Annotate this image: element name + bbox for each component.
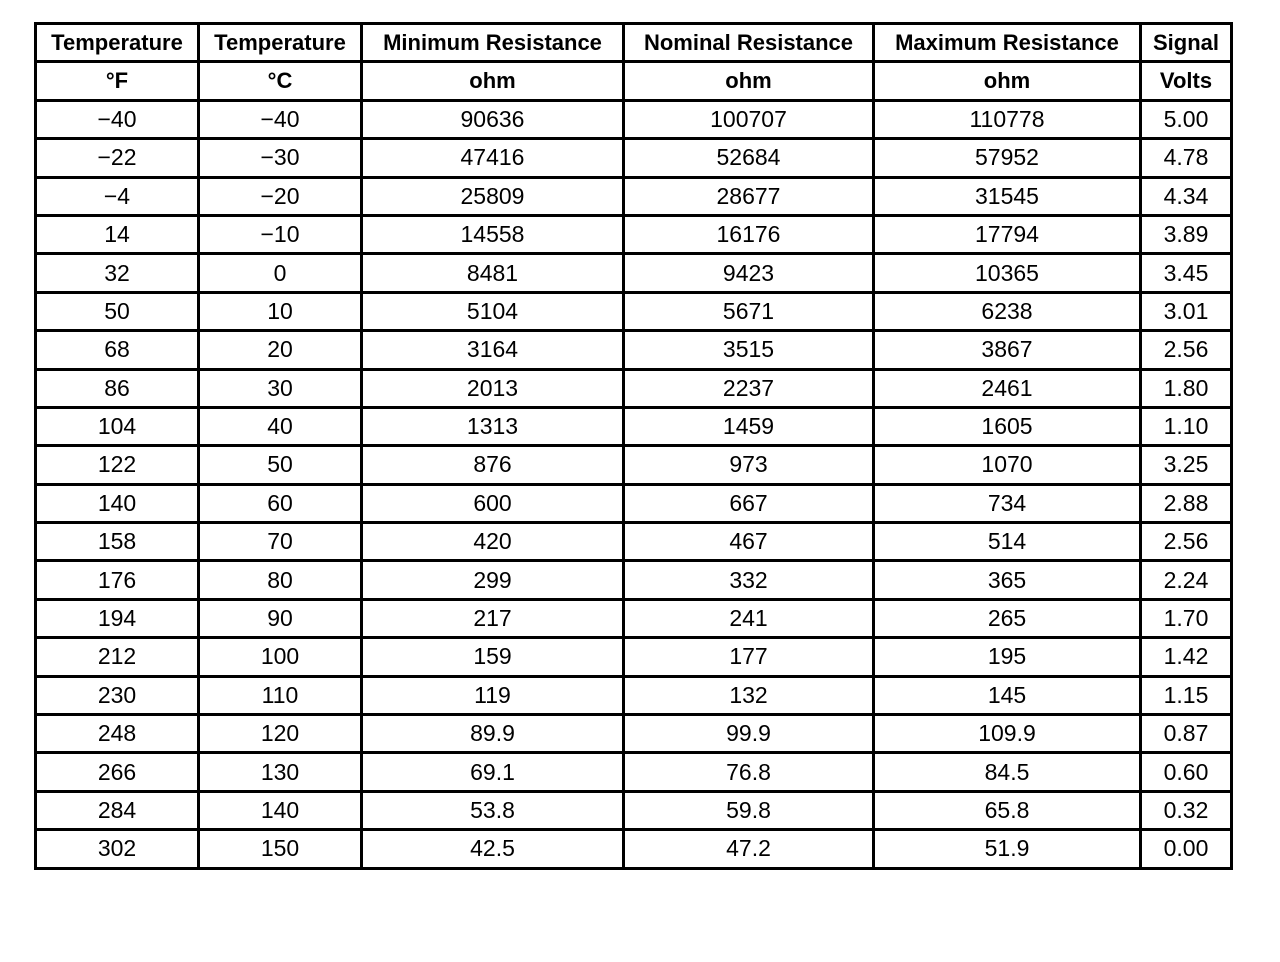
cell-nominal-resistance: 99.9	[624, 715, 874, 753]
cell-max-resistance: 734	[874, 484, 1141, 522]
cell-signal-volts: 0.60	[1141, 753, 1232, 791]
table-row	[36, 407, 1232, 445]
cell-signal-volts: 0.00	[1141, 830, 1232, 868]
header-nominal-resistance: Nominal Resistance	[624, 24, 874, 62]
cell-nominal-resistance: 332	[624, 561, 874, 599]
cell-max-resistance: 84.5	[874, 753, 1141, 791]
cell-min-resistance: 53.8	[362, 791, 624, 829]
cell-max-resistance: 195	[874, 638, 1141, 676]
unit-ohm-max: ohm	[874, 62, 1141, 100]
cell-signal-volts: 3.01	[1141, 292, 1232, 330]
cell-temp-f: 86	[36, 369, 199, 407]
cell-max-resistance: 57952	[874, 139, 1141, 177]
temperature-resistance-table	[34, 22, 1233, 870]
cell-signal-volts: 3.89	[1141, 215, 1232, 253]
cell-temp-c: 110	[199, 676, 362, 714]
cell-signal-volts: 4.34	[1141, 177, 1232, 215]
cell-max-resistance: 145	[874, 676, 1141, 714]
cell-max-resistance: 10365	[874, 254, 1141, 292]
table-row	[36, 484, 1232, 522]
cell-min-resistance: 42.5	[362, 830, 624, 868]
cell-temp-f: 50	[36, 292, 199, 330]
table-row	[36, 715, 1232, 753]
cell-temp-f: 176	[36, 561, 199, 599]
header-temperature-f: Temperature	[36, 24, 199, 62]
cell-nominal-resistance: 2237	[624, 369, 874, 407]
cell-nominal-resistance: 76.8	[624, 753, 874, 791]
cell-signal-volts: 2.88	[1141, 484, 1232, 522]
cell-temp-f: 248	[36, 715, 199, 753]
cell-temp-f: 266	[36, 753, 199, 791]
cell-max-resistance: 1070	[874, 446, 1141, 484]
cell-temp-f: 68	[36, 331, 199, 369]
cell-nominal-resistance: 52684	[624, 139, 874, 177]
table-row	[36, 830, 1232, 868]
cell-temp-f: 284	[36, 791, 199, 829]
cell-max-resistance: 365	[874, 561, 1141, 599]
cell-temp-f: −22	[36, 139, 199, 177]
cell-min-resistance: 119	[362, 676, 624, 714]
cell-min-resistance: 1313	[362, 407, 624, 445]
cell-nominal-resistance: 177	[624, 638, 874, 676]
cell-max-resistance: 31545	[874, 177, 1141, 215]
table-row	[36, 254, 1232, 292]
cell-temp-c: 100	[199, 638, 362, 676]
cell-signal-volts: 0.87	[1141, 715, 1232, 753]
cell-signal-volts: 2.56	[1141, 523, 1232, 561]
cell-min-resistance: 90636	[362, 100, 624, 138]
cell-max-resistance: 109.9	[874, 715, 1141, 753]
table-row	[36, 676, 1232, 714]
cell-min-resistance: 3164	[362, 331, 624, 369]
cell-signal-volts: 3.45	[1141, 254, 1232, 292]
cell-temp-c: 10	[199, 292, 362, 330]
table-row	[36, 561, 1232, 599]
cell-nominal-resistance: 973	[624, 446, 874, 484]
cell-nominal-resistance: 3515	[624, 331, 874, 369]
table-row	[36, 523, 1232, 561]
unit-volts: Volts	[1141, 62, 1232, 100]
cell-temp-c: 30	[199, 369, 362, 407]
table-row	[36, 638, 1232, 676]
cell-nominal-resistance: 467	[624, 523, 874, 561]
table-body	[36, 100, 1232, 868]
cell-temp-f: 230	[36, 676, 199, 714]
table-row	[36, 369, 1232, 407]
unit-celsius: °C	[199, 62, 362, 100]
cell-temp-f: −4	[36, 177, 199, 215]
cell-temp-c: 40	[199, 407, 362, 445]
table-row	[36, 446, 1232, 484]
cell-nominal-resistance: 47.2	[624, 830, 874, 868]
cell-nominal-resistance: 5671	[624, 292, 874, 330]
cell-temp-f: −40	[36, 100, 199, 138]
cell-signal-volts: 2.24	[1141, 561, 1232, 599]
cell-min-resistance: 876	[362, 446, 624, 484]
cell-temp-f: 158	[36, 523, 199, 561]
cell-max-resistance: 514	[874, 523, 1141, 561]
cell-max-resistance: 51.9	[874, 830, 1141, 868]
cell-min-resistance: 5104	[362, 292, 624, 330]
cell-signal-volts: 1.15	[1141, 676, 1232, 714]
header-temperature-c: Temperature	[199, 24, 362, 62]
unit-fahrenheit: °F	[36, 62, 199, 100]
cell-signal-volts: 1.80	[1141, 369, 1232, 407]
header-signal: Signal	[1141, 24, 1232, 62]
cell-signal-volts: 1.70	[1141, 599, 1232, 637]
table-row	[36, 292, 1232, 330]
cell-temp-c: 130	[199, 753, 362, 791]
cell-temp-f: 14	[36, 215, 199, 253]
cell-temp-f: 104	[36, 407, 199, 445]
cell-temp-c: 50	[199, 446, 362, 484]
header-row	[36, 24, 1232, 62]
cell-nominal-resistance: 9423	[624, 254, 874, 292]
table-row	[36, 791, 1232, 829]
cell-temp-f: 122	[36, 446, 199, 484]
cell-nominal-resistance: 241	[624, 599, 874, 637]
cell-min-resistance: 25809	[362, 177, 624, 215]
cell-max-resistance: 2461	[874, 369, 1141, 407]
cell-min-resistance: 420	[362, 523, 624, 561]
cell-nominal-resistance: 100707	[624, 100, 874, 138]
cell-min-resistance: 14558	[362, 215, 624, 253]
cell-nominal-resistance: 1459	[624, 407, 874, 445]
cell-max-resistance: 17794	[874, 215, 1141, 253]
header-minimum-resistance: Minimum Resistance	[362, 24, 624, 62]
cell-min-resistance: 600	[362, 484, 624, 522]
cell-temp-c: 150	[199, 830, 362, 868]
cell-max-resistance: 65.8	[874, 791, 1141, 829]
table-row	[36, 599, 1232, 637]
cell-temp-f: 32	[36, 254, 199, 292]
cell-temp-c: −40	[199, 100, 362, 138]
header-maximum-resistance: Maximum Resistance	[874, 24, 1141, 62]
cell-min-resistance: 69.1	[362, 753, 624, 791]
table-row	[36, 139, 1232, 177]
cell-temp-f: 302	[36, 830, 199, 868]
cell-temp-c: −30	[199, 139, 362, 177]
table-row	[36, 177, 1232, 215]
cell-signal-volts: 1.42	[1141, 638, 1232, 676]
cell-signal-volts: 1.10	[1141, 407, 1232, 445]
cell-temp-c: 60	[199, 484, 362, 522]
cell-max-resistance: 265	[874, 599, 1141, 637]
cell-nominal-resistance: 16176	[624, 215, 874, 253]
table-row	[36, 753, 1232, 791]
cell-temp-f: 212	[36, 638, 199, 676]
cell-min-resistance: 47416	[362, 139, 624, 177]
cell-temp-c: 80	[199, 561, 362, 599]
cell-temp-c: 70	[199, 523, 362, 561]
cell-nominal-resistance: 667	[624, 484, 874, 522]
unit-ohm-min: ohm	[362, 62, 624, 100]
cell-min-resistance: 2013	[362, 369, 624, 407]
cell-min-resistance: 159	[362, 638, 624, 676]
cell-max-resistance: 1605	[874, 407, 1141, 445]
cell-signal-volts: 4.78	[1141, 139, 1232, 177]
cell-signal-volts: 0.32	[1141, 791, 1232, 829]
cell-signal-volts: 3.25	[1141, 446, 1232, 484]
cell-min-resistance: 8481	[362, 254, 624, 292]
unit-ohm-nominal: ohm	[624, 62, 874, 100]
cell-max-resistance: 6238	[874, 292, 1141, 330]
cell-min-resistance: 89.9	[362, 715, 624, 753]
table-header	[36, 24, 1232, 101]
table-row	[36, 331, 1232, 369]
table-row	[36, 100, 1232, 138]
cell-min-resistance: 217	[362, 599, 624, 637]
cell-temp-c: 140	[199, 791, 362, 829]
cell-nominal-resistance: 28677	[624, 177, 874, 215]
cell-signal-volts: 5.00	[1141, 100, 1232, 138]
cell-signal-volts: 2.56	[1141, 331, 1232, 369]
cell-nominal-resistance: 132	[624, 676, 874, 714]
cell-min-resistance: 299	[362, 561, 624, 599]
cell-temp-c: 120	[199, 715, 362, 753]
cell-temp-c: 20	[199, 331, 362, 369]
cell-temp-f: 140	[36, 484, 199, 522]
cell-temp-c: −10	[199, 215, 362, 253]
cell-temp-c: −20	[199, 177, 362, 215]
cell-temp-f: 194	[36, 599, 199, 637]
cell-max-resistance: 110778	[874, 100, 1141, 138]
cell-temp-c: 0	[199, 254, 362, 292]
cell-temp-c: 90	[199, 599, 362, 637]
table-row	[36, 215, 1232, 253]
units-row	[36, 62, 1232, 100]
cell-nominal-resistance: 59.8	[624, 791, 874, 829]
cell-max-resistance: 3867	[874, 331, 1141, 369]
